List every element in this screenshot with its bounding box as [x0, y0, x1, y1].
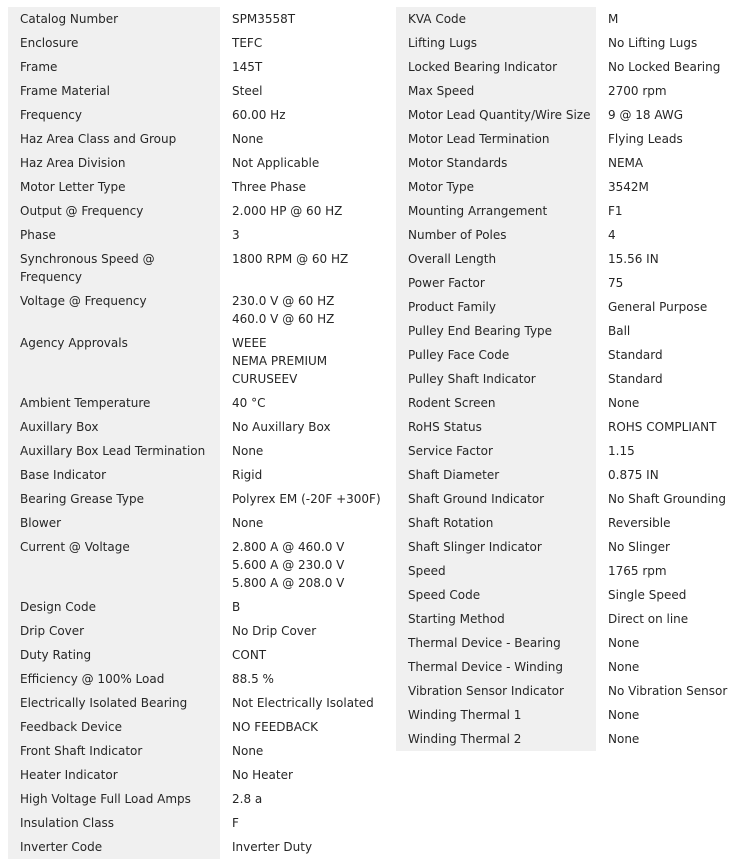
spec-row [8, 619, 388, 643]
spec-label: Number of Poles [396, 223, 596, 247]
spec-label: Motor Standards [396, 151, 596, 175]
spec-label: Duty Rating [8, 643, 220, 667]
spec-row [8, 79, 388, 103]
spec-value-line: Steel [232, 84, 263, 98]
spec-value-line: Flying Leads [608, 132, 683, 146]
spec-row [396, 487, 744, 511]
spec-value [596, 151, 744, 175]
spec-value [220, 151, 388, 175]
spec-row [396, 535, 744, 559]
spec-row [8, 667, 388, 691]
spec-value [596, 55, 744, 79]
spec-row [8, 511, 388, 535]
spec-value [596, 487, 744, 511]
spec-label: Pulley Shaft Indicator [396, 367, 596, 391]
spec-value-line: 0.875 IN [608, 468, 659, 482]
spec-value-line: M [608, 12, 619, 26]
spec-label: Frame Material [8, 79, 220, 103]
spec-label: Pulley End Bearing Type [396, 319, 596, 343]
spec-value [596, 271, 744, 295]
spec-value [220, 79, 388, 103]
spec-value-line: 5.800 A @ 208.0 V [232, 576, 345, 590]
spec-value-line: NEMA PREMIUM [232, 354, 328, 368]
spec-label: High Voltage Full Load Amps [8, 787, 220, 811]
spec-value-line: 2700 rpm [608, 84, 667, 98]
spec-value [220, 463, 388, 487]
spec-label: Overall Length [396, 247, 596, 271]
spec-label: Inverter Code [8, 835, 220, 859]
spec-value [596, 127, 744, 151]
spec-label: Max Speed [396, 79, 596, 103]
spec-value [220, 247, 388, 289]
spec-row [396, 703, 744, 727]
spec-row [8, 151, 388, 175]
spec-label: Frame [8, 55, 220, 79]
spec-row [8, 811, 388, 835]
spec-label: Starting Method [396, 607, 596, 631]
spec-row [396, 439, 744, 463]
spec-value-line: No Shaft Grounding [608, 492, 726, 506]
spec-value-line: F [232, 816, 239, 830]
spec-value-line: Ball [608, 324, 631, 338]
spec-row [396, 7, 744, 31]
spec-value [220, 691, 388, 715]
spec-value-line: 3542M [608, 180, 649, 194]
spec-label: Insulation Class [8, 811, 220, 835]
spec-table-left [8, 7, 388, 859]
spec-row [396, 223, 744, 247]
spec-label: Catalog Number [8, 7, 220, 31]
spec-label: Shaft Diameter [396, 463, 596, 487]
spec-value-line: None [232, 444, 264, 458]
spec-value-line: Reversible [608, 516, 671, 530]
spec-value [220, 391, 388, 415]
spec-label: KVA Code [396, 7, 596, 31]
spec-value-line: No Vibration Sensor [608, 684, 728, 698]
spec-row [8, 199, 388, 223]
spec-value [220, 763, 388, 787]
spec-label: Efficiency @ 100% Load [8, 667, 220, 691]
spec-value-line: 5.600 A @ 230.0 V [232, 558, 345, 572]
spec-value-line: Three Phase [232, 180, 307, 194]
spec-value [220, 535, 388, 595]
spec-value [596, 79, 744, 103]
spec-value-line: NO FEEDBACK [232, 720, 319, 734]
spec-label: Output @ Frequency [8, 199, 220, 223]
spec-label: Shaft Ground Indicator [396, 487, 596, 511]
spec-row [8, 463, 388, 487]
spec-value [220, 439, 388, 463]
spec-label: Voltage @ Frequency [8, 289, 220, 331]
spec-label: Shaft Rotation [396, 511, 596, 535]
spec-label: Speed [396, 559, 596, 583]
spec-label: Motor Lead Quantity/Wire Size [396, 103, 596, 127]
spec-row [396, 343, 744, 367]
spec-label: Locked Bearing Indicator [396, 55, 596, 79]
spec-value-line: 88.5 % [232, 672, 274, 686]
spec-value-line: 2.000 HP @ 60 HZ [232, 204, 343, 218]
spec-value [220, 331, 388, 391]
spec-label: Pulley Face Code [396, 343, 596, 367]
spec-value [220, 55, 388, 79]
spec-label: Vibration Sensor Indicator [396, 679, 596, 703]
spec-row [396, 103, 744, 127]
spec-value [596, 367, 744, 391]
spec-row [8, 691, 388, 715]
spec-value-line: Inverter Duty [232, 840, 313, 854]
spec-table-right [396, 7, 744, 751]
spec-value [220, 487, 388, 511]
spec-value-line: WEEE [232, 336, 267, 350]
spec-value [596, 463, 744, 487]
spec-value-line: None [608, 636, 640, 650]
spec-row [8, 175, 388, 199]
spec-label: Phase [8, 223, 220, 247]
spec-value-line: None [608, 660, 640, 674]
spec-row [8, 247, 388, 289]
spec-value [220, 787, 388, 811]
spec-label: Front Shaft Indicator [8, 739, 220, 763]
spec-row [8, 643, 388, 667]
spec-row [396, 151, 744, 175]
spec-value-line: B [232, 600, 241, 614]
spec-value [596, 31, 744, 55]
spec-label: Blower [8, 511, 220, 535]
spec-value [220, 643, 388, 667]
spec-label: Lifting Lugs [396, 31, 596, 55]
spec-value-line: CURUSEEV [232, 372, 298, 386]
spec-row [8, 331, 388, 391]
spec-row [8, 787, 388, 811]
spec-label: Rodent Screen [396, 391, 596, 415]
spec-row [396, 175, 744, 199]
spec-label: Current @ Voltage [8, 535, 220, 595]
spec-value-line: F1 [608, 204, 623, 218]
spec-value [220, 175, 388, 199]
spec-label: Frequency [8, 103, 220, 127]
spec-value [220, 127, 388, 151]
spec-row [396, 367, 744, 391]
spec-value-line: 2.800 A @ 460.0 V [232, 540, 345, 554]
spec-label: Motor Lead Termination [396, 127, 596, 151]
spec-row [8, 415, 388, 439]
spec-label: Winding Thermal 1 [396, 703, 596, 727]
spec-value-line: Polyrex EM (-20F +300F) [232, 492, 381, 506]
spec-label: Product Family [396, 295, 596, 319]
spec-label: Drip Cover [8, 619, 220, 643]
spec-label: RoHS Status [396, 415, 596, 439]
spec-row [396, 559, 744, 583]
spec-value-line: Standard [608, 348, 663, 362]
spec-row [396, 607, 744, 631]
spec-value [596, 607, 744, 631]
spec-value-line: Single Speed [608, 588, 687, 602]
spec-row [8, 103, 388, 127]
spec-row [396, 679, 744, 703]
spec-value-line: No Locked Bearing [608, 60, 721, 74]
spec-value-line: No Slinger [608, 540, 670, 554]
spec-value-line: SPM3558T [232, 12, 296, 26]
spec-value-line: None [232, 516, 264, 530]
spec-value-line: 1.15 [608, 444, 635, 458]
spec-value-line: 3 [232, 228, 240, 242]
spec-row [396, 727, 744, 751]
spec-value-line: None [608, 708, 640, 722]
spec-label: Ambient Temperature [8, 391, 220, 415]
spec-row [396, 511, 744, 535]
spec-row [396, 583, 744, 607]
spec-row [396, 415, 744, 439]
spec-value [596, 223, 744, 247]
spec-value-line: 4 [608, 228, 616, 242]
spec-row [8, 595, 388, 619]
spec-value [596, 655, 744, 679]
spec-label: Motor Type [396, 175, 596, 199]
spec-row [8, 55, 388, 79]
spec-value-line: No Auxillary Box [232, 420, 331, 434]
spec-value [596, 199, 744, 223]
spec-value [220, 511, 388, 535]
spec-row [396, 31, 744, 55]
spec-value [220, 31, 388, 55]
spec-label: Bearing Grease Type [8, 487, 220, 511]
spec-row [8, 289, 388, 331]
spec-value-line: 9 @ 18 AWG [608, 108, 684, 122]
spec-label: Agency Approvals [8, 331, 220, 391]
spec-label: Haz Area Division [8, 151, 220, 175]
spec-value [220, 739, 388, 763]
spec-row [396, 631, 744, 655]
spec-value [220, 7, 388, 31]
spec-value [596, 103, 744, 127]
spec-value-line: 60.00 Hz [232, 108, 286, 122]
spec-label: Base Indicator [8, 463, 220, 487]
spec-label: Service Factor [396, 439, 596, 463]
spec-label: Mounting Arrangement [396, 199, 596, 223]
spec-label: Haz Area Class and Group [8, 127, 220, 151]
spec-label: Power Factor [396, 271, 596, 295]
spec-value [596, 7, 744, 31]
spec-value-line: 15.56 IN [608, 252, 659, 266]
spec-value-line: Standard [608, 372, 663, 386]
spec-table-right-body [396, 7, 744, 751]
spec-row [8, 439, 388, 463]
spec-row [8, 7, 388, 31]
spec-value-line: ROHS COMPLIANT [608, 420, 717, 434]
spec-value [596, 439, 744, 463]
spec-value [220, 595, 388, 619]
spec-value-line: TEFC [232, 36, 263, 50]
spec-label: Winding Thermal 2 [396, 727, 596, 751]
spec-value-line: 1765 rpm [608, 564, 667, 578]
spec-value-line: No Heater [232, 768, 293, 782]
spec-value [220, 289, 388, 331]
spec-table-left-body [8, 7, 388, 859]
spec-label: Heater Indicator [8, 763, 220, 787]
spec-value-line: None [232, 744, 264, 758]
spec-value-line: Not Applicable [232, 156, 320, 170]
spec-label: Design Code [8, 595, 220, 619]
spec-value [596, 175, 744, 199]
spec-row [396, 655, 744, 679]
spec-row [396, 127, 744, 151]
spec-value-line: 145T [232, 60, 263, 74]
spec-value-line: General Purpose [608, 300, 708, 314]
spec-value [220, 415, 388, 439]
spec-row [396, 55, 744, 79]
spec-value-line: No Lifting Lugs [608, 36, 698, 50]
spec-row [8, 391, 388, 415]
spec-row [8, 835, 388, 859]
spec-value [596, 511, 744, 535]
spec-value [596, 727, 744, 751]
spec-label: Thermal Device - Bearing [396, 631, 596, 655]
spec-row [8, 127, 388, 151]
spec-label: Enclosure [8, 31, 220, 55]
spec-value [220, 223, 388, 247]
spec-value [596, 535, 744, 559]
spec-value [596, 631, 744, 655]
spec-value [220, 619, 388, 643]
spec-value [596, 679, 744, 703]
spec-value [220, 103, 388, 127]
spec-value-line: 230.0 V @ 60 HZ [232, 294, 335, 308]
spec-value [596, 703, 744, 727]
spec-row [396, 247, 744, 271]
spec-row [8, 487, 388, 511]
spec-row [8, 715, 388, 739]
spec-value-line: 40 °C [232, 396, 266, 410]
spec-value-line: Not Electrically Isolated [232, 696, 374, 710]
spec-label: Shaft Slinger Indicator [396, 535, 596, 559]
spec-row [8, 223, 388, 247]
spec-value-line: CONT [232, 648, 267, 662]
spec-value-line: No Drip Cover [232, 624, 317, 638]
spec-label: Motor Letter Type [8, 175, 220, 199]
spec-row [396, 79, 744, 103]
spec-row [8, 31, 388, 55]
spec-value-line: Rigid [232, 468, 263, 482]
spec-label: Auxillary Box [8, 415, 220, 439]
spec-label: Auxillary Box Lead Termination [8, 439, 220, 463]
spec-value-line: 2.8 a [232, 792, 263, 806]
spec-value-line: 75 [608, 276, 624, 290]
spec-value-line: NEMA [608, 156, 644, 170]
spec-label: Thermal Device - Winding [396, 655, 596, 679]
spec-value [596, 583, 744, 607]
spec-value [596, 415, 744, 439]
spec-row [396, 319, 744, 343]
spec-label: Electrically Isolated Bearing [8, 691, 220, 715]
spec-value [220, 199, 388, 223]
spec-value-line: 1800 RPM @ 60 HZ [232, 252, 349, 266]
spec-value [596, 343, 744, 367]
spec-row [8, 535, 388, 595]
spec-value [596, 319, 744, 343]
spec-value-line: None [232, 132, 264, 146]
spec-value [596, 247, 744, 271]
spec-label: Speed Code [396, 583, 596, 607]
spec-row [396, 391, 744, 415]
spec-value [596, 391, 744, 415]
spec-value [220, 715, 388, 739]
spec-value-line: None [608, 396, 640, 410]
spec-value-line: Direct on line [608, 612, 689, 626]
spec-value [596, 559, 744, 583]
spec-row [396, 463, 744, 487]
spec-value [220, 835, 388, 859]
spec-label: Synchronous Speed @ Frequency [8, 247, 220, 289]
spec-row [396, 295, 744, 319]
spec-row [8, 739, 388, 763]
spec-value [220, 667, 388, 691]
spec-row [396, 199, 744, 223]
spec-value-line: 460.0 V @ 60 HZ [232, 312, 335, 326]
spec-row [396, 271, 744, 295]
spec-value [596, 295, 744, 319]
spec-value-line: None [608, 732, 640, 746]
spec-value [220, 811, 388, 835]
spec-label: Feedback Device [8, 715, 220, 739]
spec-row [8, 763, 388, 787]
